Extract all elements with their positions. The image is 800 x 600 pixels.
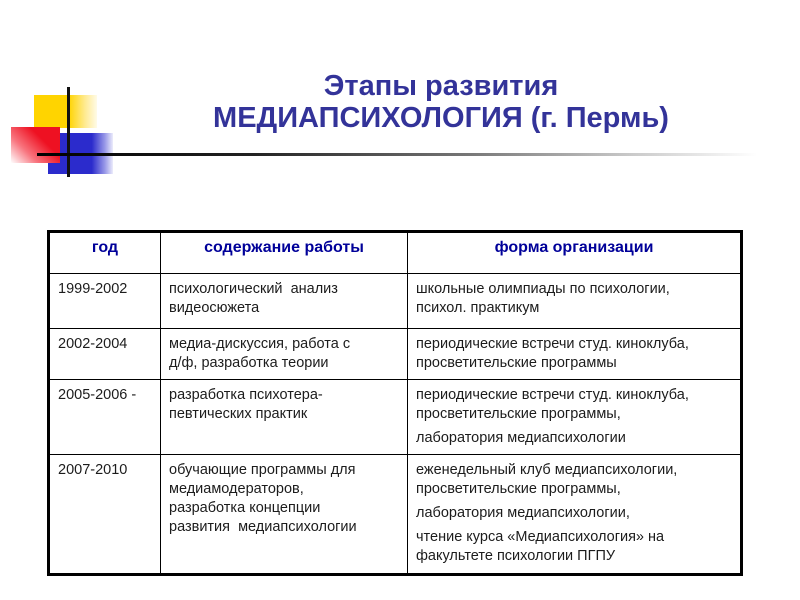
column-header-content: содержание работы bbox=[161, 232, 408, 274]
cell-content: разработка психотера- певтических практик bbox=[161, 380, 408, 455]
title-line-1: Этапы развития bbox=[323, 70, 559, 102]
cell-year: 2002-2004 bbox=[49, 329, 161, 380]
cell-form: школьные олимпиады по психологии, психол. практикум bbox=[408, 274, 742, 329]
stages-table bbox=[47, 230, 743, 576]
logo-red-square bbox=[11, 127, 60, 163]
cell-content: обучающие программы для медиамодераторов, разработка концепции развития медиапсихологии bbox=[161, 455, 408, 575]
cell-form: периодические встречи студ. киноклуба, просветительские программы, лаборатория медиапсихологии bbox=[408, 380, 742, 455]
cell-year: 2007-2010 bbox=[49, 455, 161, 575]
cell-content: психологический анализ видеосюжета bbox=[161, 274, 408, 329]
slide-title bbox=[85, 70, 797, 134]
table-row bbox=[49, 329, 742, 380]
cell-content: медиа-дискуссия, работа с д/ф, разработка теории bbox=[161, 329, 408, 380]
cell-form: периодические встречи студ. киноклуба, просветительские программы bbox=[408, 329, 742, 380]
title-line-2: МЕДИАПСИХОЛОГИЯ (г. Пермь) bbox=[213, 102, 669, 134]
table-header-row bbox=[49, 232, 742, 274]
column-header-year: год bbox=[49, 232, 161, 274]
logo-vertical-line bbox=[67, 87, 70, 177]
table-row bbox=[49, 455, 742, 575]
title-divider-line bbox=[37, 153, 757, 156]
cell-year: 2005-2006 - bbox=[49, 380, 161, 455]
table-row bbox=[49, 274, 742, 329]
column-header-form: форма организации bbox=[408, 232, 742, 274]
table-row bbox=[49, 380, 742, 455]
cell-form: еженедельный клуб медиапсихологии, просветительские программы, лаборатория медиапсихологии, чтение курса «Медиапсихология» на факультете психологии ПГПУ bbox=[408, 455, 742, 575]
cell-year: 1999-2002 bbox=[49, 274, 161, 329]
